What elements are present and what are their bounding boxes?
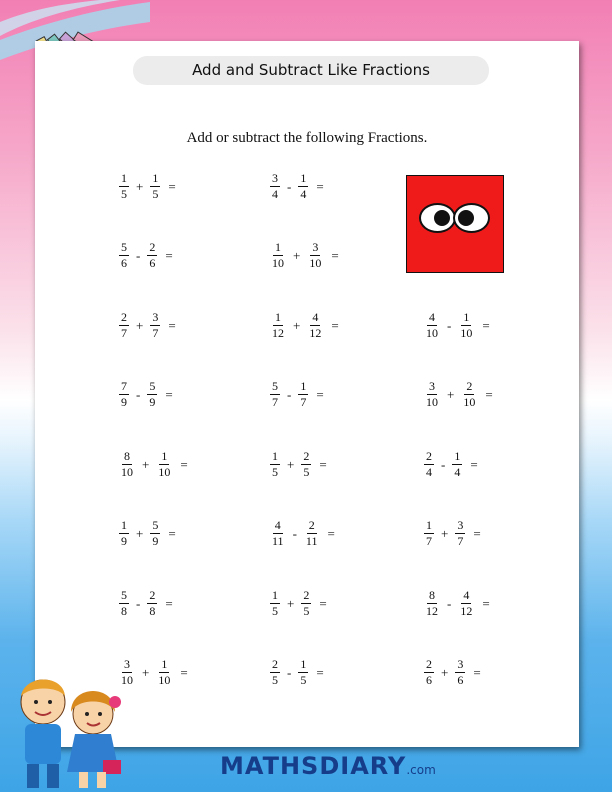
fraction bbox=[150, 311, 160, 340]
fraction-denominator: 5 bbox=[303, 465, 310, 479]
fraction bbox=[307, 311, 323, 340]
problem-item bbox=[270, 241, 339, 270]
equals-sign: = bbox=[316, 386, 324, 402]
operator-sign: + bbox=[136, 525, 144, 541]
fraction bbox=[270, 519, 286, 548]
fraction bbox=[270, 658, 280, 687]
fraction-numerator: 1 bbox=[426, 518, 432, 532]
operator-sign: - bbox=[287, 178, 292, 194]
operator-sign: + bbox=[441, 525, 449, 541]
fraction-numerator: 1 bbox=[300, 379, 307, 393]
fraction-numerator: 3 bbox=[429, 379, 435, 393]
fraction-denominator: 7 bbox=[121, 326, 127, 340]
fraction-numerator: 2 bbox=[121, 310, 127, 324]
operator-sign: + bbox=[136, 178, 144, 194]
fraction-numerator: 5 bbox=[121, 588, 127, 602]
fraction-denominator: 10 bbox=[426, 395, 438, 409]
fraction-denominator: 9 bbox=[121, 534, 127, 548]
fraction bbox=[455, 658, 465, 687]
logo-main-text: MATHSDIARY bbox=[220, 752, 407, 780]
problem-item bbox=[119, 450, 188, 479]
instruction-text: Add or subtract the following Fractions. bbox=[186, 130, 428, 146]
problem-item bbox=[424, 311, 490, 340]
fraction-numerator: 8 bbox=[124, 449, 130, 463]
operator-sign: + bbox=[447, 386, 455, 402]
fraction-numerator: 4 bbox=[463, 588, 470, 602]
fraction-numerator: 1 bbox=[161, 657, 168, 671]
equals-sign: = bbox=[331, 317, 339, 333]
fraction bbox=[424, 311, 440, 340]
problem-item bbox=[270, 311, 339, 340]
fraction bbox=[461, 380, 477, 409]
page-title: Add and Subtract Like Fractions bbox=[133, 56, 489, 85]
problem-item bbox=[424, 589, 490, 618]
fraction bbox=[270, 311, 286, 340]
fraction-denominator: 10 bbox=[309, 256, 322, 270]
fraction-denominator: 6 bbox=[121, 256, 127, 270]
fraction bbox=[298, 172, 308, 201]
fraction-numerator: 5 bbox=[152, 518, 159, 532]
logo-suffix-text: .com bbox=[406, 763, 436, 777]
problem-item bbox=[119, 589, 173, 618]
equals-sign: = bbox=[319, 595, 327, 611]
fraction-numerator: 1 bbox=[275, 240, 281, 254]
problem-item bbox=[270, 450, 327, 479]
fraction-denominator: 10 bbox=[158, 673, 171, 687]
problem-item bbox=[119, 519, 176, 548]
operator-sign: - bbox=[287, 664, 292, 680]
problem-item bbox=[119, 380, 173, 409]
fraction-denominator: 6 bbox=[426, 673, 432, 687]
fraction-denominator: 6 bbox=[149, 256, 156, 270]
problem-item bbox=[119, 311, 176, 340]
operator-sign: - bbox=[136, 595, 141, 611]
fraction-denominator: 7 bbox=[272, 395, 278, 409]
fraction-numerator: 3 bbox=[272, 171, 278, 185]
fraction-denominator: 4 bbox=[426, 465, 432, 479]
fraction-denominator: 10 bbox=[426, 326, 438, 340]
fraction-denominator: 9 bbox=[121, 395, 127, 409]
fraction bbox=[270, 589, 280, 618]
fraction-denominator: 5 bbox=[300, 673, 307, 687]
fraction-denominator: 6 bbox=[457, 673, 464, 687]
fraction bbox=[156, 658, 172, 687]
fraction bbox=[424, 658, 434, 687]
operator-sign: - bbox=[136, 386, 141, 402]
fraction-denominator: 5 bbox=[272, 673, 278, 687]
equals-sign: = bbox=[482, 595, 490, 611]
equals-sign: = bbox=[470, 456, 478, 472]
operator-sign: + bbox=[136, 317, 144, 333]
equals-sign: = bbox=[482, 317, 490, 333]
problem-item bbox=[424, 519, 481, 548]
operator-sign: - bbox=[447, 595, 452, 611]
fraction bbox=[458, 311, 474, 340]
equals-sign: = bbox=[180, 664, 188, 680]
fraction-numerator: 1 bbox=[300, 657, 307, 671]
operator-sign: + bbox=[287, 595, 295, 611]
fraction bbox=[147, 241, 157, 270]
operator-sign: - bbox=[441, 456, 446, 472]
fraction-denominator: 7 bbox=[426, 534, 432, 548]
operator-sign: + bbox=[287, 456, 295, 472]
fraction-denominator: 10 bbox=[460, 326, 473, 340]
fraction bbox=[270, 241, 286, 270]
site-logo bbox=[220, 752, 436, 780]
operator-sign: - bbox=[447, 317, 452, 333]
fraction-numerator: 2 bbox=[426, 657, 432, 671]
fraction bbox=[119, 241, 129, 270]
fraction bbox=[455, 519, 465, 548]
fraction bbox=[452, 450, 462, 479]
fraction-numerator: 2 bbox=[149, 588, 156, 602]
problem-item bbox=[270, 172, 324, 201]
fraction-numerator: 2 bbox=[272, 657, 278, 671]
problem-item bbox=[270, 519, 335, 548]
problem-item bbox=[270, 380, 324, 409]
fraction-denominator: 4 bbox=[272, 187, 278, 201]
fraction-numerator: 1 bbox=[272, 588, 278, 602]
fraction bbox=[424, 589, 440, 618]
fraction-denominator: 5 bbox=[303, 604, 310, 618]
problem-item bbox=[270, 589, 327, 618]
fraction bbox=[304, 519, 320, 548]
operator-sign: - bbox=[292, 525, 297, 541]
fraction bbox=[307, 241, 323, 270]
equals-sign: = bbox=[180, 456, 188, 472]
fraction-numerator: 3 bbox=[124, 657, 130, 671]
fraction-numerator: 2 bbox=[466, 379, 473, 393]
equals-sign: = bbox=[327, 525, 335, 541]
equals-sign: = bbox=[316, 178, 324, 194]
fraction bbox=[270, 380, 280, 409]
equals-sign: = bbox=[168, 178, 176, 194]
operator-sign: + bbox=[293, 247, 301, 263]
fraction bbox=[301, 450, 311, 479]
fraction bbox=[424, 450, 434, 479]
fraction-denominator: 4 bbox=[300, 187, 307, 201]
fraction bbox=[270, 172, 280, 201]
fraction-numerator: 2 bbox=[149, 240, 156, 254]
left-eye-icon bbox=[419, 203, 456, 233]
fraction-numerator: 7 bbox=[121, 379, 127, 393]
fraction bbox=[119, 380, 129, 409]
fraction-numerator: 1 bbox=[161, 449, 168, 463]
fraction-denominator: 12 bbox=[309, 326, 322, 340]
fraction bbox=[119, 450, 135, 479]
fraction bbox=[147, 380, 157, 409]
equals-sign: = bbox=[168, 317, 176, 333]
fraction-denominator: 7 bbox=[457, 534, 464, 548]
fraction-denominator: 8 bbox=[121, 604, 127, 618]
fraction bbox=[458, 589, 474, 618]
fraction-denominator: 5 bbox=[121, 187, 127, 201]
fraction-denominator: 11 bbox=[272, 534, 284, 548]
fraction-denominator: 10 bbox=[158, 465, 171, 479]
equals-sign: = bbox=[316, 664, 324, 680]
problem-item bbox=[424, 658, 481, 687]
fraction bbox=[424, 519, 434, 548]
equals-sign: = bbox=[165, 386, 173, 402]
fraction-numerator: 3 bbox=[152, 310, 159, 324]
equals-sign: = bbox=[165, 595, 173, 611]
fraction bbox=[298, 658, 308, 687]
problem-item bbox=[270, 658, 324, 687]
fraction-numerator: 3 bbox=[312, 240, 319, 254]
fraction bbox=[156, 450, 172, 479]
equals-sign: = bbox=[473, 664, 481, 680]
fraction bbox=[119, 172, 129, 201]
fraction bbox=[298, 380, 308, 409]
fraction-numerator: 2 bbox=[426, 449, 432, 463]
fraction-numerator: 1 bbox=[300, 171, 307, 185]
fraction-numerator: 1 bbox=[152, 171, 159, 185]
fraction-denominator: 5 bbox=[272, 465, 278, 479]
fraction-denominator: 12 bbox=[460, 604, 473, 618]
operator-sign: + bbox=[142, 456, 150, 472]
operator-sign: - bbox=[136, 247, 141, 263]
fraction-numerator: 3 bbox=[457, 518, 464, 532]
fraction bbox=[270, 450, 280, 479]
right-eye-icon bbox=[453, 203, 490, 233]
worksheet-page bbox=[35, 41, 579, 747]
fraction-denominator: 5 bbox=[152, 187, 159, 201]
fraction-numerator: 4 bbox=[274, 518, 281, 532]
equals-sign: = bbox=[331, 247, 339, 263]
problem-item bbox=[424, 380, 493, 409]
fraction-numerator: 5 bbox=[121, 240, 127, 254]
fraction-numerator: 1 bbox=[454, 449, 461, 463]
fraction bbox=[150, 172, 160, 201]
fraction-denominator: 5 bbox=[272, 604, 278, 618]
fraction-numerator: 5 bbox=[272, 379, 278, 393]
fraction bbox=[119, 311, 129, 340]
operator-sign: + bbox=[441, 664, 449, 680]
equals-sign: = bbox=[168, 525, 176, 541]
problem-item bbox=[119, 172, 176, 201]
fraction-numerator: 3 bbox=[457, 657, 464, 671]
fraction-denominator: 7 bbox=[300, 395, 307, 409]
fraction-denominator: 11 bbox=[305, 534, 318, 548]
fraction-denominator: 10 bbox=[463, 395, 476, 409]
fraction-numerator: 8 bbox=[429, 588, 435, 602]
fraction-numerator: 1 bbox=[121, 171, 127, 185]
fraction-numerator: 5 bbox=[149, 379, 156, 393]
fraction bbox=[119, 589, 129, 618]
problem-item bbox=[424, 450, 478, 479]
equals-sign: = bbox=[319, 456, 327, 472]
red-monster-illustration bbox=[406, 175, 504, 273]
fraction-denominator: 7 bbox=[152, 326, 159, 340]
fraction-denominator: 9 bbox=[149, 395, 156, 409]
equals-sign: = bbox=[485, 386, 493, 402]
fraction-denominator: 12 bbox=[426, 604, 438, 618]
fraction-denominator: 8 bbox=[149, 604, 156, 618]
equals-sign: = bbox=[473, 525, 481, 541]
fraction-denominator: 10 bbox=[121, 465, 133, 479]
fraction-denominator: 9 bbox=[152, 534, 159, 548]
fraction-numerator: 2 bbox=[303, 588, 310, 602]
fraction bbox=[119, 519, 129, 548]
fraction-numerator: 2 bbox=[308, 518, 315, 532]
equals-sign: = bbox=[165, 247, 173, 263]
fraction bbox=[150, 519, 160, 548]
fraction-numerator: 1 bbox=[121, 518, 127, 532]
fraction-numerator: 1 bbox=[275, 310, 281, 324]
fraction-numerator: 1 bbox=[463, 310, 470, 324]
fraction bbox=[301, 589, 311, 618]
fraction-numerator: 2 bbox=[303, 449, 310, 463]
kids-illustration bbox=[5, 672, 135, 790]
fraction-denominator: 4 bbox=[454, 465, 461, 479]
fraction bbox=[424, 380, 440, 409]
operator-sign: + bbox=[142, 664, 150, 680]
fraction-numerator: 4 bbox=[429, 310, 435, 324]
fraction bbox=[147, 589, 157, 618]
fraction-numerator: 1 bbox=[272, 449, 278, 463]
problem-item bbox=[119, 241, 173, 270]
fraction-denominator: 10 bbox=[272, 256, 284, 270]
fraction-denominator: 10 bbox=[121, 673, 133, 687]
fraction-denominator: 12 bbox=[272, 326, 284, 340]
fraction-numerator: 4 bbox=[312, 310, 319, 324]
operator-sign: + bbox=[293, 317, 301, 333]
operator-sign: - bbox=[287, 386, 292, 402]
